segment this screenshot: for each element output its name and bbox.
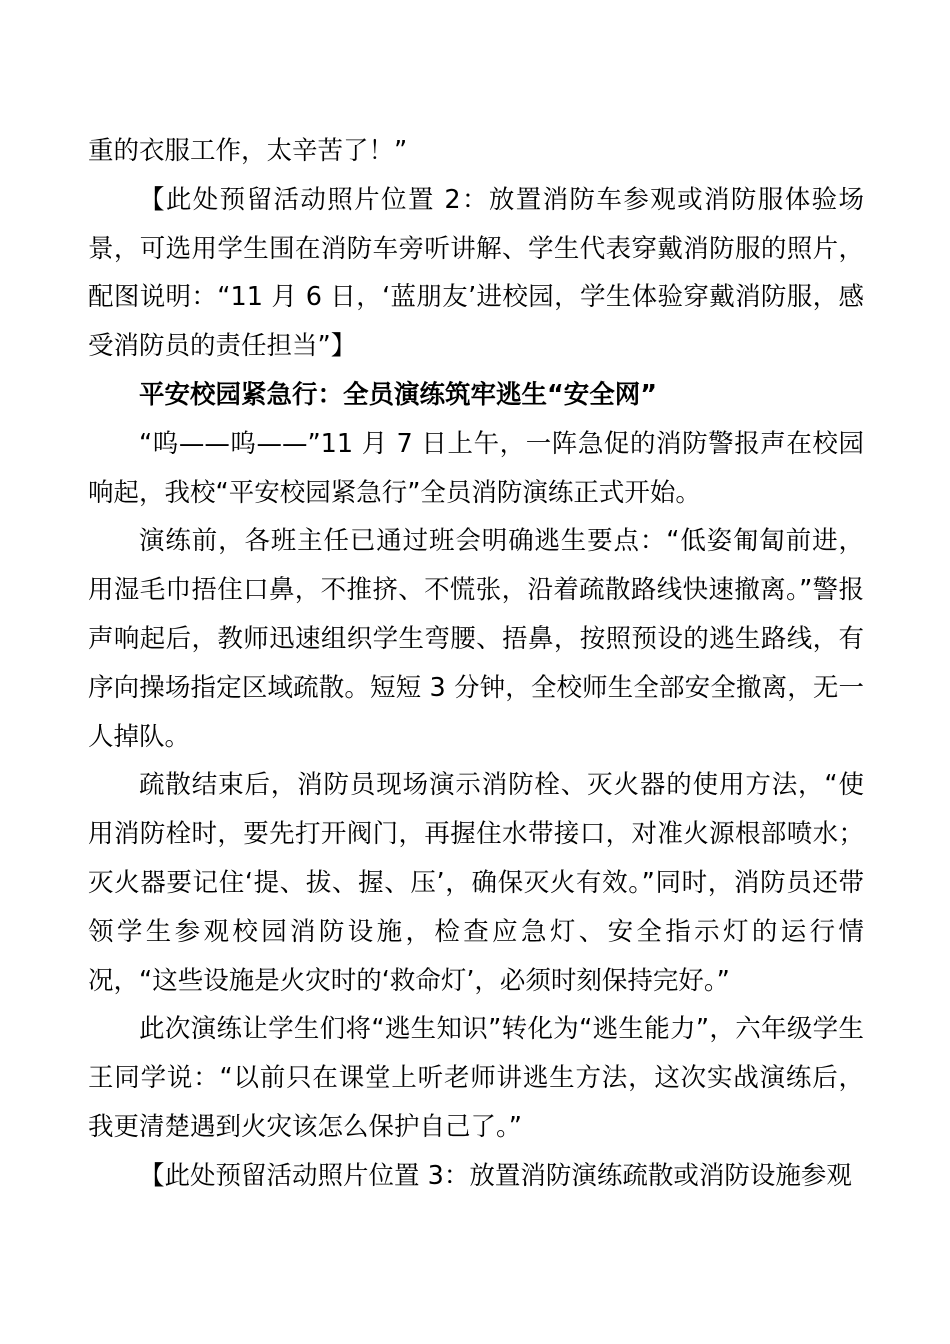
paragraph-firefighter-demo: 疏散结束后，消防员现场演示消防栓、灭火器的使用方法，“使用消防栓时，要先打开阀门，再握住水带接口，对准火源根部喷水；灭火器要记住‘提、拔、握、压’，确保灭火有效。”同时，消防员还带领学生参观校园消防设施，检查应急灯、安全指示灯的运行情况，“这些设施是火灾时的‘救命灯’，必须时刻保持完好。” (88, 770, 864, 996)
paragraph-continuation: 重的衣服工作，太辛苦了！” (88, 136, 408, 166)
paragraph-photo-placeholder-2: 【此处预留活动照片位置 2：放置消防车参观或消防服体验场景，可选用学生围在消防车旁听讲解、学生代表穿戴消防服的照片，配图说明：“11 月 6 日，‘蓝朋友’进校园，学生体验穿戴消防服，感受消防员的责任担当”】 (88, 184, 864, 362)
paragraph-drill-preparation: 演练前，各班主任已通过班会明确逃生要点：“低姿匍匐前进，用湿毛巾捂住口鼻，不推挤、不慌张，沿着疏散路线快速撤离。”警报声响起后，教师迅速组织学生弯腰、捂鼻，按照预设的逃生路线，有序向操场指定区域疏散。短短 3 分钟，全校师生全部安全撤离，无一人掉队。 (88, 526, 864, 752)
section-heading: 平安校园紧急行：全员演练筑牢逃生“安全网” (139, 379, 658, 410)
document-body (88, 127, 864, 1201)
paragraph-alarm: “呜——呜——”11 月 7 日上午，一阵急促的消防警报声在校园响起，我校“平安校园紧急行”全员消防演练正式开始。 (88, 428, 864, 508)
paragraph-student-quote: 此次演练让学生们将“逃生知识”转化为“逃生能力”，六年级学生王同学说：“以前只在课堂上听老师讲逃生方法，这次实战演练后，我更清楚遇到火灾该怎么保护自己了。” (88, 1014, 864, 1142)
paragraph-photo-placeholder-3: 【此处预留活动照片位置 3：放置消防演练疏散或消防设施参观 (139, 1160, 852, 1191)
